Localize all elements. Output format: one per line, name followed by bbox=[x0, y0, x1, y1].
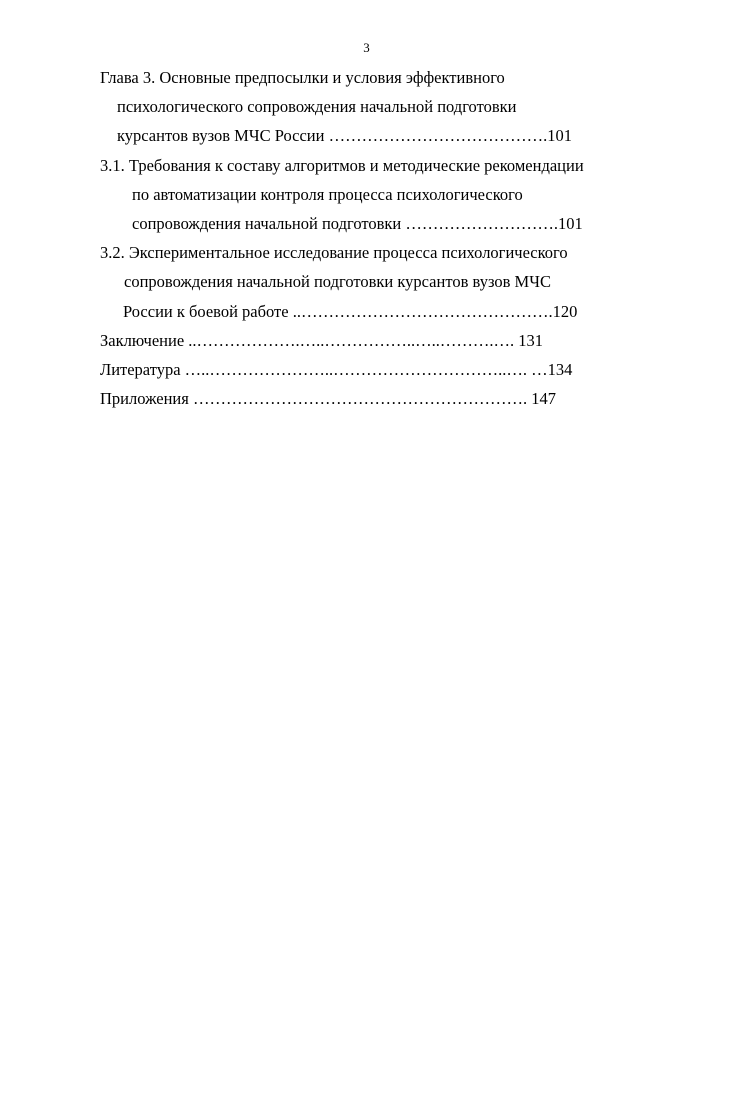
toc-chapter-3-title-line-3: курсантов вузов МЧС России ………………………………….101 bbox=[117, 126, 572, 146]
toc-section-3-2-title-line-2: сопровождения начальной подготовки курсантов вузов МЧС bbox=[124, 272, 551, 292]
toc-entry-section-3-1 bbox=[100, 151, 620, 239]
toc-entry-section-3-2 bbox=[100, 238, 620, 326]
toc-chapter-3-title-line-2: психологического сопровождения начальной подготовки bbox=[117, 97, 517, 117]
toc-entry-chapter-3 bbox=[100, 63, 620, 151]
toc-section-3-1-title-line-1: 3.1. Требования к составу алгоритмов и методические рекомендации bbox=[100, 155, 584, 175]
toc-section-3-1-title-line-2: по автоматизации контроля процесса психологического bbox=[132, 184, 523, 204]
toc-section-3-2-title-line-3: России к боевой работе ..……………………………………….120 bbox=[123, 301, 578, 321]
table-of-contents bbox=[100, 63, 620, 413]
toc-entry-appendices: Приложения ……………………………………………………. 147 bbox=[100, 389, 556, 409]
page-number: 3 bbox=[363, 40, 370, 55]
toc-chapter-3-title-line-1: Глава 3. Основные предпосылки и условия эффективного bbox=[100, 68, 505, 87]
toc-section-3-2-title-line-1: 3.2. Экспериментальное исследование процесса психологического bbox=[100, 243, 568, 263]
toc-section-3-1-title-line-3: сопровождения начальной подготовки ……………………….101 bbox=[132, 213, 583, 233]
toc-entry-conclusion: Заключение ..……………….…..……………..…..……….…. 131 bbox=[100, 330, 544, 350]
toc-entry-literature: Литература …..…………………..…………………………..…. …134 bbox=[100, 359, 573, 379]
